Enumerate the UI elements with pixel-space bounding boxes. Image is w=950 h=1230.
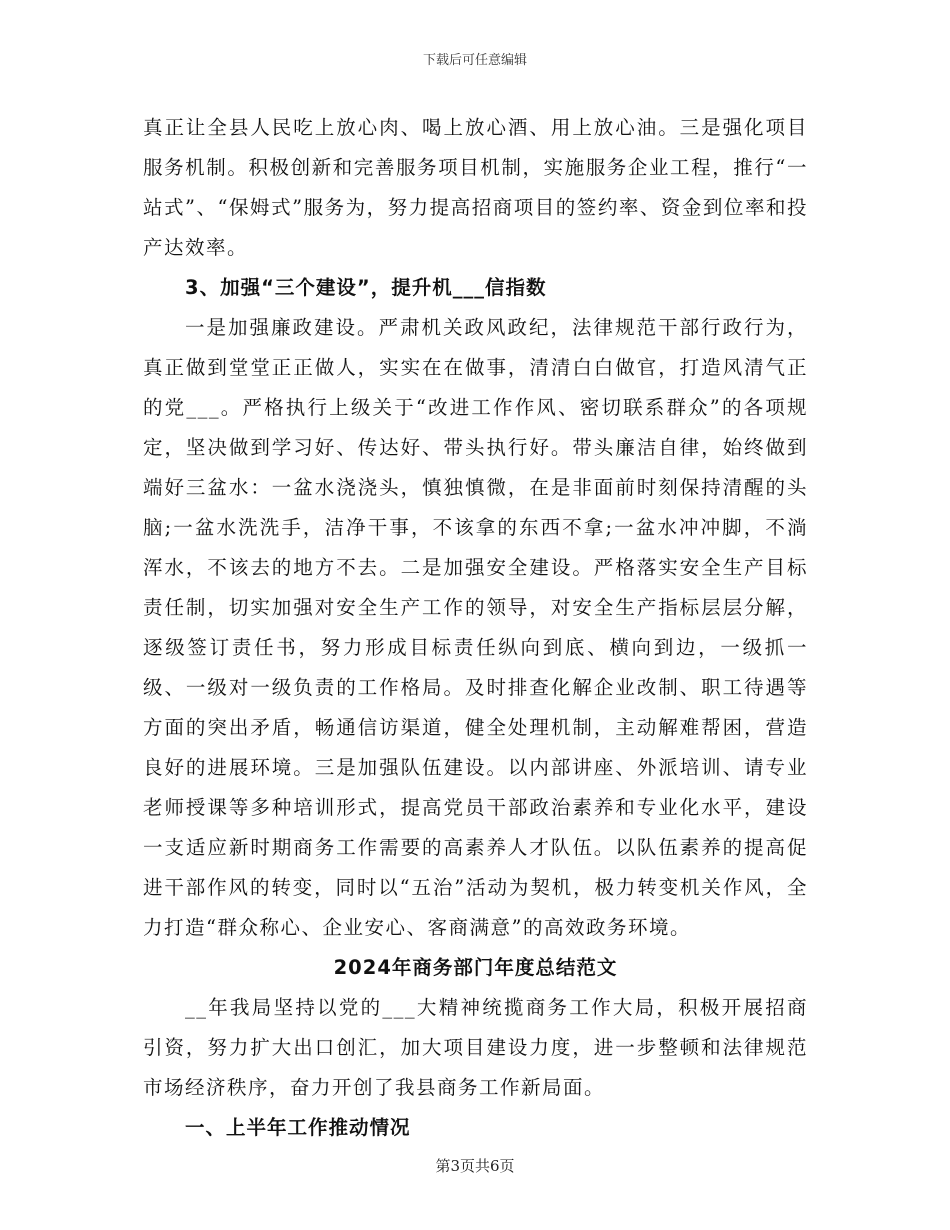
document-title: 2024年商务部门年度总结范文	[333, 956, 618, 979]
document-body	[143, 108, 808, 1148]
paragraph-summary-intro: __年我局坚持以党的___大精神统揽商务工作大局，积极开展招商引资，努力扩大出口创汇，加大项目建设力度，进一步整顿和法律规范市场经济秩序，奋力开创了我县商务工作新局面。	[143, 996, 808, 1099]
heading-three-constructions: 3、加强“三个建设”，提升机___信指数	[185, 276, 547, 299]
paragraph-integrity-safety-team: 一是加强廉政建设。严肃机关政风政纪，法律规范干部行政行为，真正做到堂堂正正做人，实实在在做事，清清白白做官，打造风清气正的党___。严格执行上级关于“改进工作作风、密切联系群众”的各项规定，坚决做到学习好、传达好、带头执行好。带头廉洁自律，始终做到端好三盆水：一盆水浇浇头，慎独慎微，在是非面前时刻保持清醒的头脑;一盆水洗洗手，洁净干事，不该拿的东西不拿;一盆水冲冲脚，不淌浑水，不该去的地方不去。二是加强安全建设。严格落实安全生产目标责任制，切实加强对安全生产工作的领导，对安全生产指标层层分解，逐级签订责任书，努力形成目标责任纵向到底、横向到边，一级抓一级、一级对一级负责的工作格局。及时排查化解企业改制、职工待遇等方面的突出矛盾，畅通信访渠道，健全处理机制，主动解难帮困，营造良好的进展环境。三是加强队伍建设。以内部讲座、外派培训、请专业老师授课等多种培训形式，提高党员干部政治素养和专业化水平，建设一支适应新时期商务工作需要的高素养人才队伍。以队伍素养的提高促进干部作风的转变，同时以“五治”活动为契机，极力转变机关作风，全力打造“群众称心、企业安心、客商满意”的高效政务环境。	[143, 316, 808, 939]
page-header: 下载后可任意编辑	[422, 53, 527, 68]
paragraph-service-mechanism: 真正让全县人民吃上放心肉、喝上放心酒、用上放心油。三是强化项目服务机制。积极创新和完善服务项目机制，实施服务企业工程，推行“一站式”、“保姆式”服务为，努力提高招商项目的签约率、资金到位率和投产达效率。	[143, 116, 808, 259]
heading-first-half-progress: 一、上半年工作推动情况	[185, 1116, 411, 1139]
page-footer: 第3页共6页	[435, 1157, 515, 1175]
